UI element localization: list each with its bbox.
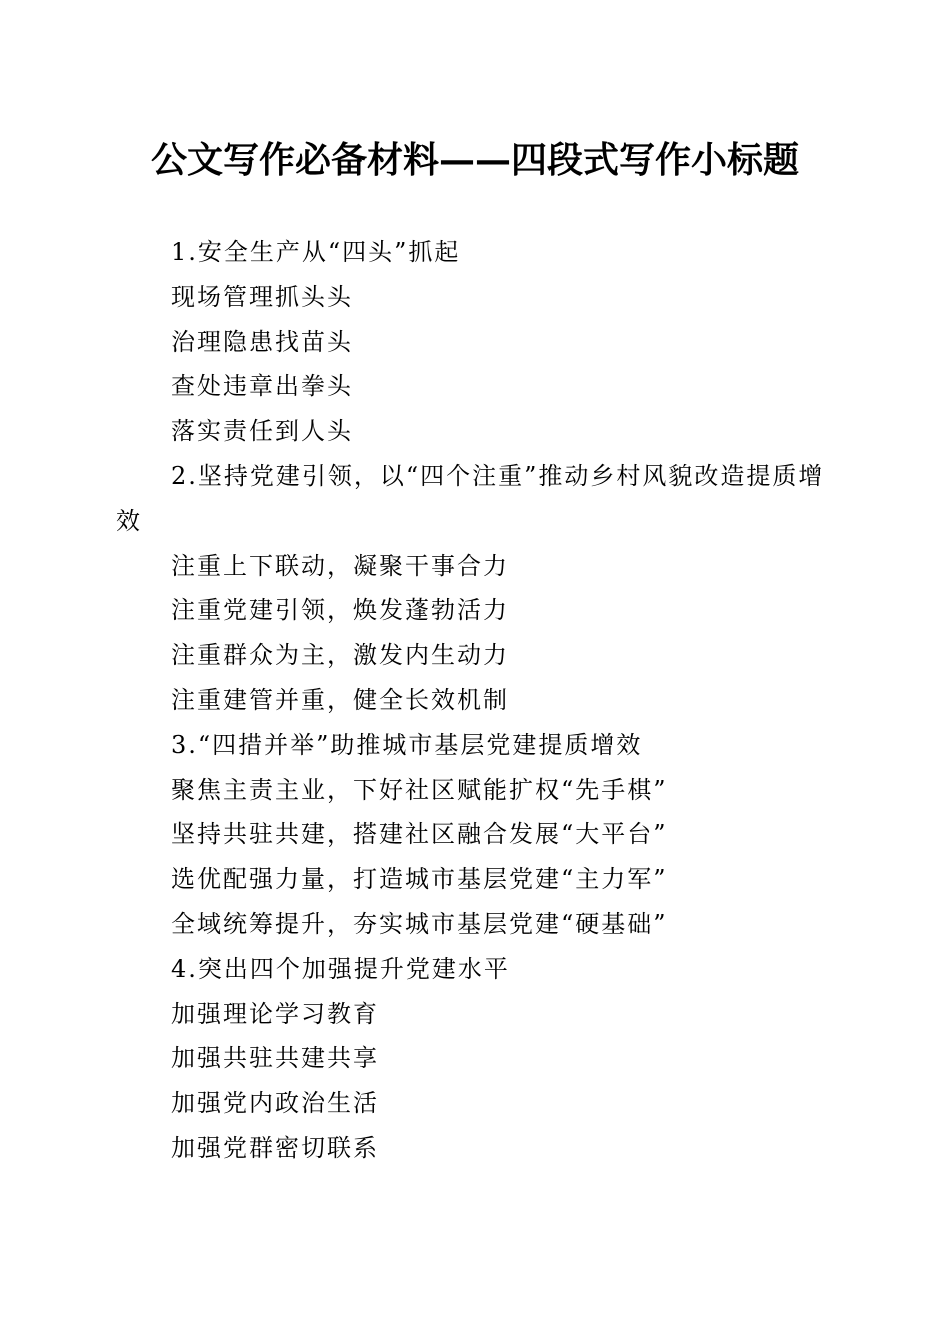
paragraph-line: 2.坚持党建引领，以“四个注重”推动乡村风貌改造提质增效 xyxy=(116,461,825,535)
document-title: 公文写作必备材料——四段式写作小标题 xyxy=(150,139,799,181)
paragraph-line: 注重党建引领，焕发蓬勃活力 xyxy=(171,596,509,625)
paragraph-line: 1.安全生产从“四头”抓起 xyxy=(171,238,461,266)
paragraph-line: 聚焦主责主业，下好社区赋能扩权“先手棋” xyxy=(171,775,668,804)
paragraph-line: 治理隐患找苗头 xyxy=(171,327,353,356)
paragraph-line: 现场管理抓头头 xyxy=(171,282,353,311)
paragraph-line: 注重上下联动，凝聚干事合力 xyxy=(171,551,509,580)
paragraph-line: 加强党内政治生活 xyxy=(171,1089,379,1118)
paragraph-line: 坚持共驻共建，搭建社区融合发展“大平台” xyxy=(171,820,668,849)
paragraph-line: 加强理论学习教育 xyxy=(171,999,379,1028)
paragraph-line: 4.突出四个加强提升党建水平 xyxy=(171,954,510,983)
paragraph-line: 落实责任到人头 xyxy=(171,417,353,446)
document-body xyxy=(116,230,832,1171)
paragraph-line: 全域统筹提升，夯实城市基层党建“硬基础” xyxy=(171,909,668,938)
paragraph-line: 注重群众为主，激发内生动力 xyxy=(171,641,509,670)
paragraph-line: 选优配强力量，打造城市基层党建“主力军” xyxy=(171,865,668,894)
paragraph-line: 查处违章出拳头 xyxy=(171,372,353,401)
paragraph-line: 注重建管并重，健全长效机制 xyxy=(171,685,509,714)
paragraph-line: 3.“四措并举”助推城市基层党建提质增效 xyxy=(171,730,643,759)
paragraph-line: 加强共驻共建共享 xyxy=(171,1044,379,1073)
paragraph-line: 加强党群密切联系 xyxy=(171,1133,379,1162)
